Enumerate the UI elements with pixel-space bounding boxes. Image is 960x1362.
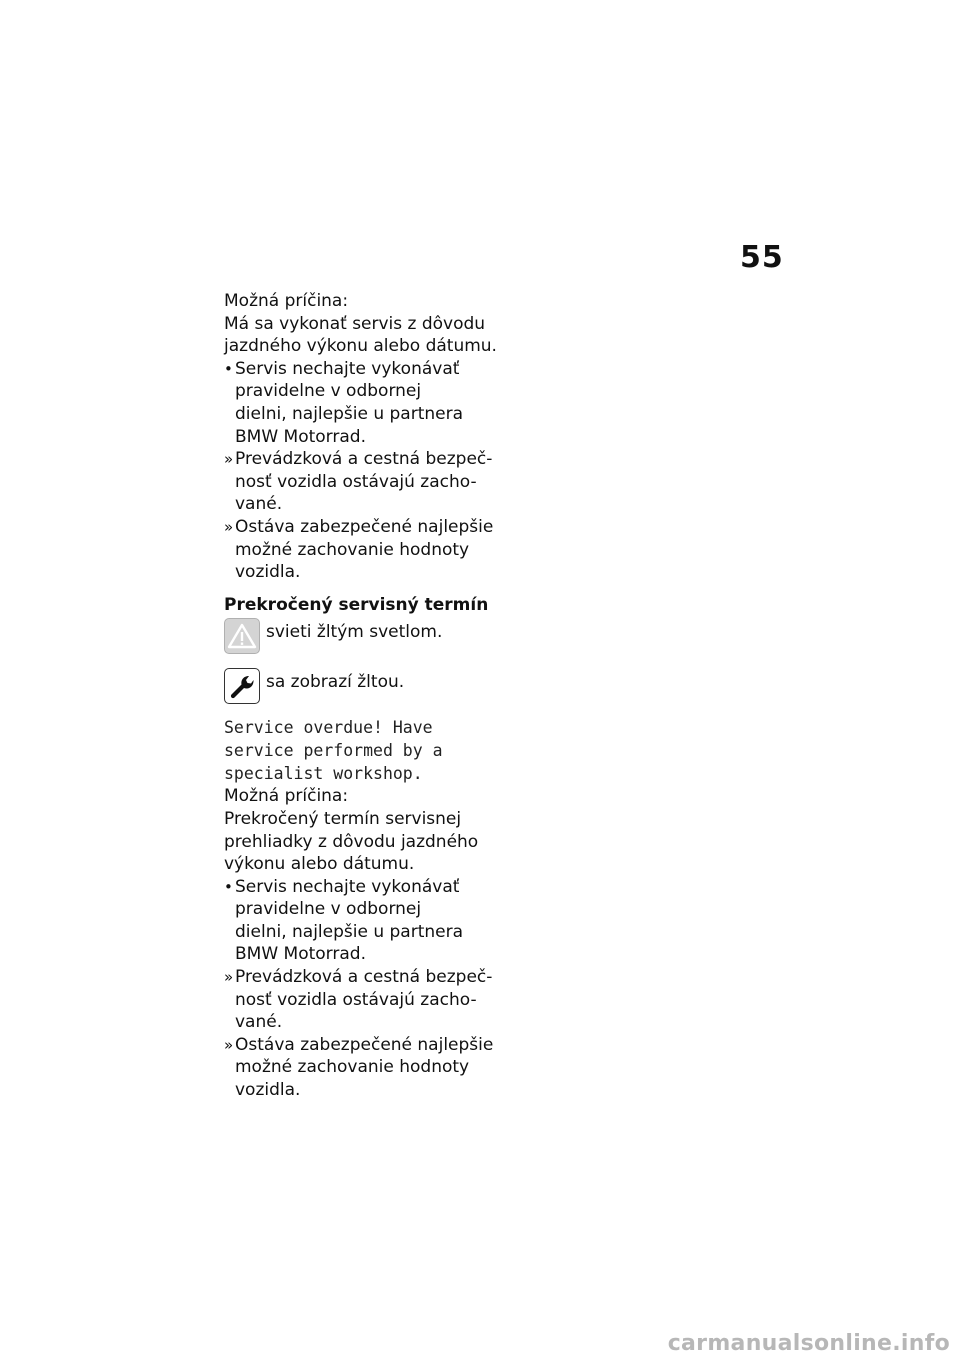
cause-line: Prekročený termín servisnej (224, 808, 462, 829)
warning-triangle-icon (224, 618, 260, 654)
cause-label: Možná príčina: (224, 786, 349, 807)
wrench-row (224, 668, 514, 704)
wrench-text: sa zobrazí žltou. (266, 672, 405, 693)
cause-line: jazdného výkonu alebo dátumu. (224, 336, 497, 357)
action-text: Servis nechajte vykonávať pravidelne v odbornej dielni, najlepšie u partnera BMW Motorrad. (235, 876, 464, 965)
display-message: Service overdue! Have service performed by a specialist workshop. (224, 718, 443, 784)
warning-row (224, 618, 514, 654)
watermark: carmanualsonline.info (667, 1331, 950, 1356)
result-item (224, 448, 514, 516)
result-marker: » (224, 517, 234, 536)
result-marker: » (224, 1035, 234, 1054)
result-marker: » (224, 450, 234, 469)
cause-line: Má sa vykonať servis z dôvodu (224, 313, 486, 334)
result-item (224, 966, 514, 1034)
result-marker: » (224, 968, 234, 987)
section-heading: Prekročený servisný termín (224, 594, 489, 615)
cause-label: Možná príčina: (224, 291, 349, 311)
cause-line: prehliadky z dôvodu jazdného (224, 831, 479, 852)
action-item (224, 358, 514, 448)
action-text: Servis nechajte vykonávať pravidelne v odbornej dielni, najlepšie u partnera BMW Motorrad. (235, 358, 464, 447)
bullet-marker: • (224, 877, 233, 896)
result-item (224, 1034, 514, 1102)
result-text: Ostáva zabezpečené najlepšie možné zachovanie hodnoty vozidla. (235, 1034, 494, 1101)
warning-text: svieti žltým svetlom. (266, 622, 443, 643)
bullet-marker: • (224, 359, 233, 378)
result-text: Prevádzková a cestná bezpeč- nosť vozidla ostávajú zacho- vané. (235, 449, 493, 515)
page-number: 55 (740, 240, 784, 275)
result-text: Prevádzková a cestná bezpeč- nosť vozidla ostávajú zacho- vané. (235, 967, 493, 1033)
cause-line: výkonu alebo dátumu. (224, 854, 415, 875)
result-text: Ostáva zabezpečené najlepšie možné zachovanie hodnoty vozidla. (235, 516, 494, 583)
action-item (224, 876, 514, 966)
content-column (224, 290, 514, 1102)
wrench-icon (224, 668, 260, 704)
result-item (224, 516, 514, 584)
